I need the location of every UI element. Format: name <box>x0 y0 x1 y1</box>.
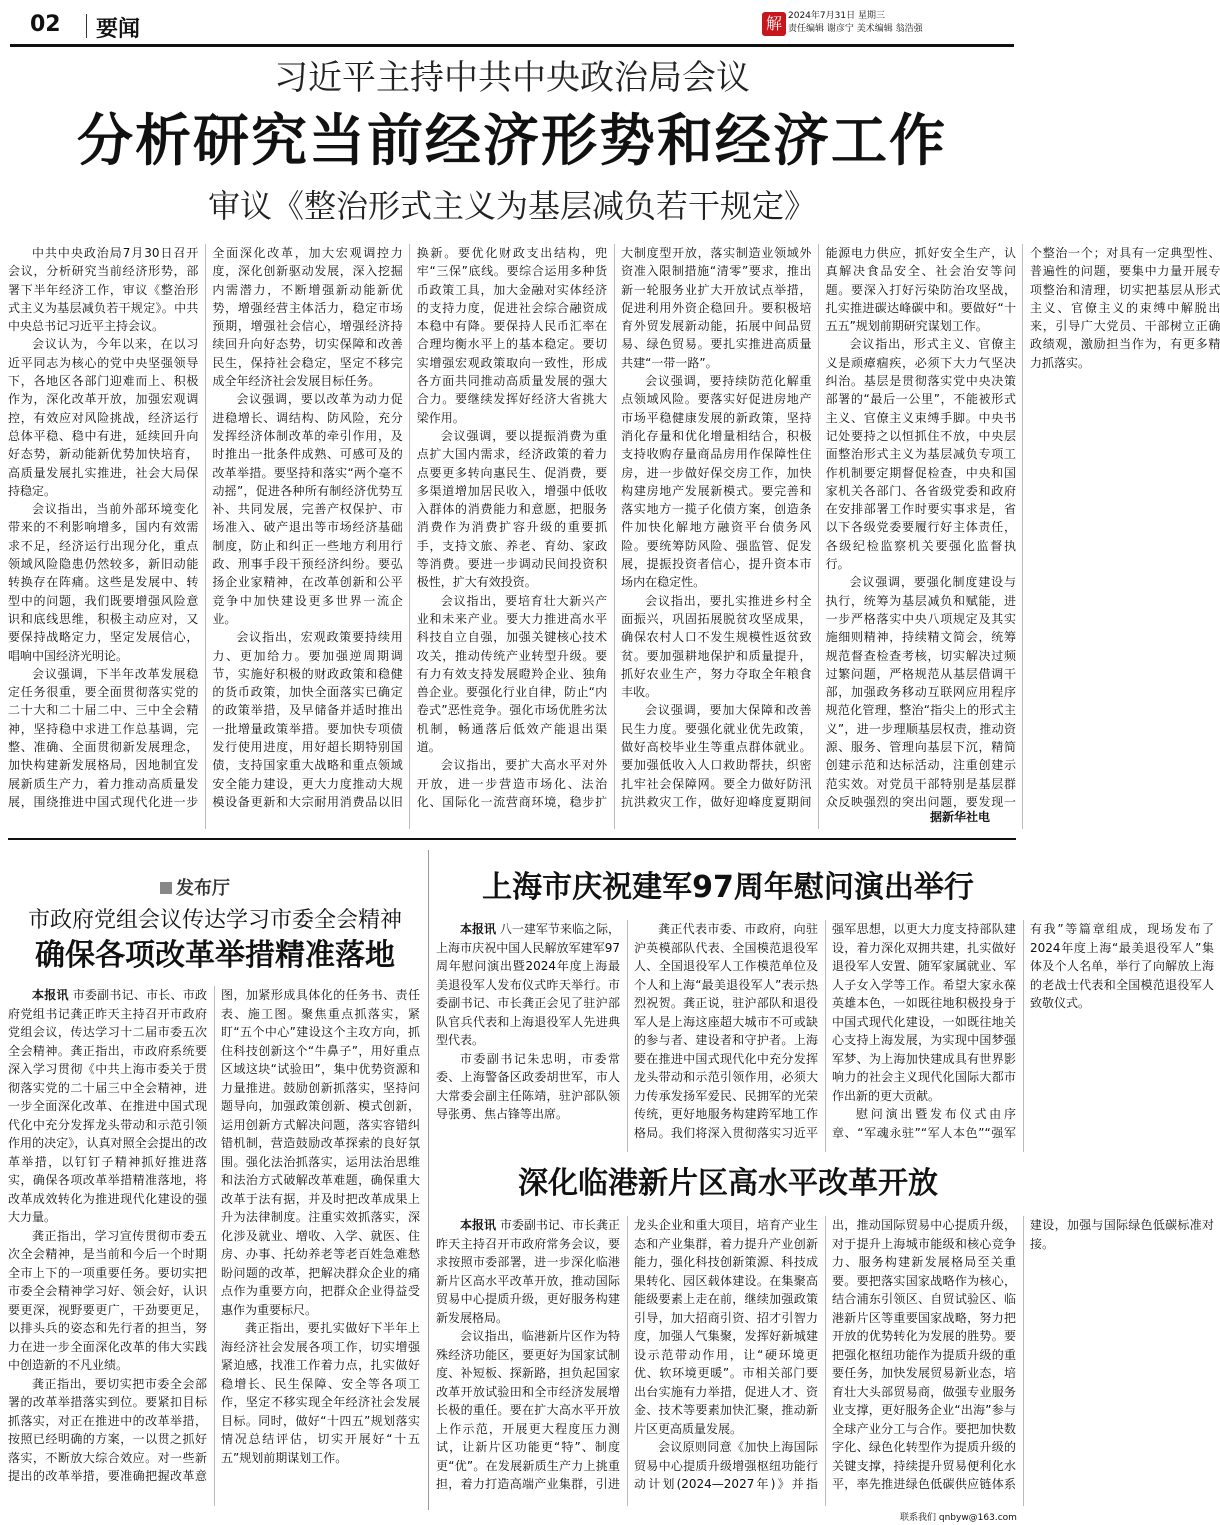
lead-tag: 本报讯 <box>460 1218 497 1232</box>
column-label-text: 发布厅 <box>176 878 230 899</box>
article-paragraph: 龚正指出，要切实把市委全会部署的改革举措落实到位。要紧扣目标抓落实，对正在推进中的改革举措，按照已经明确的方案，一以贯之抓好落实，不断放大综合效应。对一些新提出的改革举措，要准确把握改革意图，加紧形成具体化的任务书、责任表、施工图。聚焦重点抓落实，紧盯“五个中心”建设这个主攻方向，抓住科技创新这个“牛鼻子”，用好重点区域这块“试验田”，集中优势资源和力量推进。鼓励创新抓落实，坚持问题导向，加强政策创新、模式创新，运用创新方式解决问题，落实容错纠错机制，营造鼓励改革探索的良好氛围。强化法治抓落实，运用法治思维和法治方式破解改革难题，确保重大改革于法有据，并及时把改革成果上升为法律制度。注重实效抓落实，深化涉及就业、增收、入学、就医、住房、办事、托幼养老等老百姓急难愁盼问题的改革，把解决群众企业的痛点作为重要方向，把群众企业得益受惠作为重要标尺。 <box>8 988 420 1483</box>
section-name: 要闻 <box>96 17 141 42</box>
article-paragraph: 龚正指出，要扎实做好下半年上海经济社会发展各项工作，切实增强紧迫感，找准工作着力点，扎实做好稳增长、民生保障、安全等各项工作，坚定不移实现全年经济社会发展目标。同时，做好“十四五”规划落实情况总结评估，切实开展好“十五五”规划前期谋划工作。 <box>221 1321 420 1465</box>
page-number: 02 <box>30 12 61 37</box>
footer-contact: 联系我们 qnbyw@163.com <box>900 1513 1017 1523</box>
masthead-divider <box>86 14 87 38</box>
paragraph-text: 市委副书记、市长、市政府党组书记龚正昨天主持召开市政府党组会议，传达学习十二届市委五次全会精神。龚正指出，市政府系统要深入学习贯彻《中共上海市委关于贯彻落实党的二十届三中全会精神，进一步全面深化改革、在推进中国式现代化中充分发挥龙头带动和示范引领作用的决定》，认真对照全会提出的改革举措，以钉钉子精神抓好推进落实，确保各项改革举措精准落地，将改革成效转化为推进现代化建设的强大力量。 <box>8 988 207 1224</box>
paragraph-text: 八一建军节来临之际，上海市庆祝中国人民解放军建军97周年慰问演出暨2024年度上海最美退役军人发布仪式昨天举行。市委副书记、市长龚正会见了驻沪部队官兵代表和上海退役军人先进典型代表。 <box>436 922 620 1047</box>
article-paragraph: 会议强调，要以改革为动力促进稳增长、调结构、防风险，充分发挥经济体制改革的牵引作用，及时推出一批条件成熟、可感可及的改革举措。要坚持和落实“两个毫不动摇”，促进各种所有制经济优势互补、共同发展，完善产权保护、市场准入、破产退出等市场经济基础制度，防止和纠正一些地方利用行政、刑事手段干预经济纠纷。要弘扬企业家精神，在改革创新和公平竞争中加快建设更多世界一流企业。 <box>212 392 403 626</box>
lead-kicker: 习近平主持中共中央政治局会议 <box>274 58 750 98</box>
editor-credit: 责任编辑 谢彦宁 美术编辑 翁浩强 <box>788 24 923 34</box>
lead-tag: 本报讯 <box>460 922 497 936</box>
article-paragraph: 会议强调，要以提振消费为重点扩大国内需求，经济政策的着力点要更多转向惠民生、促消费，要多渠道增加居民收入，增强中低收入群体的消费能力和意愿，把服务消费作为消费扩容升级的重要抓手，支持文旅、养老、育幼、家政等消费。要进一步调动民间投资积极性，扩大有效投资。 <box>416 428 608 590</box>
article-paragraph: 会议指出，形式主义、官僚主义是顽瘴痼疾，必须下大力气坚决纠治。基层是贯彻落实党中央决策部署的“最后一公里”，不能被形式主义、官僚主义束缚手脚。中央书记处要持之以恒抓住不放，中央层面整治形式主义为基层减负专项工作机制要定期督促检查，中央和国家机关各部门、各省级党委和政府在安排部署工作时要实事求是，省以下各级党委要履行好主体责任，各级纪检监察机关要强化监督执行。 <box>825 337 1016 572</box>
article-paragraph: 会议原则同意《加快上海国际贸易中心提质升级增强枢纽功能行动计划(2024—2027年)》并指出，推动国际贸易中心提质升级，对于提升上海城市能级和核心竞争力、服务构建新发展格局至关重要。要把落实国家战略作为核心，结合浦东引领区、自贸试验区、临港新片区等重要国家战略，努力把开放的优势转化为发展的胜势。要把强化枢纽功能作为提质升级的重要任务，加快发展贸易新业态，培育壮大头部贸易商，做强专业服务业支撑，更好服务企业“出海”参与全球产业分工与合作。要把加快数字化、绿色化转型作为提质升级的关键支撑，持续提升贸易便利化水平，率先推进绿色低碳供应链体系建设，加强与国际绿色低碳标准对接。 <box>634 1218 1214 1491</box>
article-paragraph: 会议强调，要加大保障和改善民生力度。要强化就业优先政策，做好高校毕业生等重点群体就业。要加强低收入人口救助帮扶，织密扎牢社会保障网。要全力做好防汛抗洪救灾工作，做好迎峰度夏期间能源电力供应，抓好安全生产，认真解决食品安全、社会治安等问题。要深入打好污染防治攻坚战，扎实推进碳达峰碳中和。要做好“十五五”规划前期研究谋划工作。 <box>621 246 1016 809</box>
masthead <box>10 8 1014 47</box>
article-paragraph: 会议指出，宏观政策要持续用力、更加给力。要加强逆周期调节，实施好积极的财政政策和稳健的货币政策，加快全面落实已确定的政策举措，及早储备并适时推出一批增量政策举措。要加快专项债发行使用进度，用好超长期特别国债，支持国家重大战略和重点领域安全能力建设，更大力度推动大规模设备更新和大宗耐用消费品以旧换新。要优化财政支出结构，兜牢“三保”底线。要综合运用多种货币政策工具，加大金融对实体经济的支持力度，促进社会综合融资成本稳中有降。要保持人民币汇率在合理均衡水平上的基本稳定。要切实增强宏观政策取向一致性，形成各方面共同推动高质量发展的强大合力。要继续发挥好经济大省挑大梁作用。 <box>212 246 608 809</box>
article-paragraph: 会议强调，要持续防范化解重点领域风险。要落实好促进房地产市场平稳健康发展的新政策，坚持消化存量和优化增量相结合，积极支持收购存量商品房用作保障性住房，进一步做好保交房工作，加快构建房地产发展新模式。要完善和落实地方一揽子化债方案，创造条件加快化解地方融资平台债务风险。要统筹防风险、强监管、促发展，提振投资者信心，提升资本市场内在稳定性。 <box>621 374 812 590</box>
lead-tag: 本报讯 <box>32 988 69 1002</box>
article-paragraph: 会议强调，要强化制度建设与执行，统筹为基层减负和赋能，进一步严格落实中央八项规定及其实施细则精神，持续精文简会，统筹规范督查检查考核，切实解决过频过繁问题，严格规范从基层借调干部，加强政务移动互联网应用程序规范化管理，整治“指尖上的形式主义”，进一步理顺基层权责，推动资源、服务、管理向基层下沉，精简创建示范和达标活动，注重创建示范实效。对党员干部特别是基层群众反映强烈的突出问题，要发现一个整治一个；对具有一定典型性、普遍性的问题，要集中力量开展专项整治和清理，切实把基层从形式主义、官僚主义的束缚中解脱出来，引导广大党员、干部树立正确政绩观，激励担当作为，有更多精力抓落实。 <box>825 246 1220 809</box>
left-article-body <box>8 986 420 1506</box>
paragraph-text: 市委副书记、市长龚正昨天主持召开市政府常务会议，要求按照市委部署，进一步深化临港新片区高水平改革开放，推动国际贸易中心提质升级，更好服务构建新发展格局。 <box>436 1218 620 1325</box>
article-paragraph: 会议指出，要扎实推进乡村全面振兴，巩固拓展脱贫攻坚成果，确保农村人口不发生规模性返贫致贫。要加强耕地保护和质量提升，抓好农业生产，努力夺取全年粮食丰收。 <box>621 593 812 700</box>
article-paragraph: 会议指出，当前外部环境变化带来的不利影响增多，国内有效需求不足，经济运行出现分化，重点领域风险隐患仍然较多，新旧动能转换存在阵痛。这些是发展中、转型中的问题，我们既要增强风险意识和底线思维，积极主动应对，又要保持战略定力，坚定发展信心，唱响中国经济光明论。 <box>8 502 199 663</box>
right-headline-1: 上海市庆祝建军97周年慰问演出举行 <box>482 870 974 905</box>
right-article-2-body <box>436 1216 1214 1506</box>
section-divider <box>8 838 1016 840</box>
article-paragraph <box>436 920 620 1050</box>
article-paragraph: 会议认为，今年以来，在以习近平同志为核心的党中央坚强领导下，各地区各部门迎难而上、积极作为，深化改革开放，加强宏观调控，有效应对风险挑战，经济运行总体平稳、稳中有进，延续回升向好态势，新动能新优势加快培育，高质量发展扎实推进，社会大局保持稳定。 <box>8 337 199 498</box>
column-divider <box>428 850 429 1510</box>
lead-article-body <box>8 244 1220 829</box>
lead-byline: 据新华社电 <box>930 810 991 824</box>
article-paragraph <box>8 986 207 1227</box>
lead-subhead: 审议《整治形式主义为基层减负若干规定》 <box>207 187 816 225</box>
article-paragraph: 慰问演出暨发布仪式由序章、“军魂永驻”“军人本色”“强军有我”等篇章组成，现场发布了2024年度上海“最美退役军人”集体及个人名单，举行了向解放上海的老战士代表和全国模范退役军人致敬仪式。 <box>832 922 1214 1140</box>
square-icon <box>160 882 172 894</box>
column-label <box>160 874 230 900</box>
article-paragraph: 会议强调，下半年改革发展稳定任务很重，要全面贯彻落实党的二十大和二十届二中、三中全会精神，坚持稳中求进工作总基调，完整、准确、全面贯彻新发展理念，加快构建新发展格局，因地制宜发展新质生产力，着力推动高质量发展，围绕推进中国式现代化进一步全面深化改革，加大宏观调控力度，深化创新驱动发展，深入挖掘内需潜力，不断增强新动能新优势，增强经营主体活力，稳定市场预期，增强社会信心，增强经济持续回升向好态势，切实保障和改善民生，保持社会稳定，坚定不移完成全年经济社会发展目标任务。 <box>8 246 403 809</box>
article-paragraph: 中共中央政治局7月30日召开会议，分析研究当前经济形势，部署下半年经济工作，审议《整治形式主义为基层减负若干规定》。中共中央总书记习近平主持会议。 <box>8 246 199 334</box>
right-article-1-body <box>436 920 1214 1152</box>
article-paragraph: 会议指出，临港新片区作为特殊经济功能区，要更好为国家试制度、补短板、探新路，担负起国家改革开放试验田和全市经济发展增长极的重任。要在扩大高水平开放上作示范，开展更大程度压力测试，让新片区功能更“特”、制度更“优”。在发展新质生产力上挑重担，着力打造高端产业集群，引进龙头企业和重大项目，培育产业生态和产业集群，着力提升产业创新能力，强化科技创新策源、科技成果转化、园区载体建设。在集聚高能级要素上走在前，继续加强政策引导，加大招商引资、招才引智力度，加强人气集聚，发挥好新城建设示范带动作用，让“硬环境更优、软环境更暖”。市相关部门要出台实施有力举措，促进人才、资金、技术等要素加快汇聚，推动新片区更高质量发展。 <box>436 1218 818 1491</box>
left-kicker: 市政府党组会议传达学习市委全会精神 <box>27 908 402 933</box>
left-headline: 确保各项改革举措精准落地 <box>35 938 395 973</box>
lead-headline: 分析研究当前经济形势和经济工作 <box>77 109 947 174</box>
issue-date: 2024年7月31日 星期三 <box>788 11 885 21</box>
article-paragraph: 市委副书记朱忠明，市委常委、上海警备区政委胡世军，市人大常委会副主任陈靖，驻沪部队领导张勇、焦占锋等出席。 <box>436 1051 620 1121</box>
newspaper-logo: 解 <box>762 12 786 36</box>
right-headline-2: 深化临港新片区高水平改革开放 <box>518 1166 938 1201</box>
article-paragraph: 会议指出，要培育壮大新兴产业和未来产业。要大力推进高水平科技自立自强，加强关键核心技术攻关，推动传统产业转型升级。要有力有效支持发展瞪羚企业、独角兽企业。要强化行业自律，防止“内卷式”恶性竞争。强化市场优胜劣汰机制，畅通落后低效产能退出渠道。 <box>416 593 608 755</box>
article-paragraph: 龚正指出，学习宣传贯彻市委五次全会精神，是当前和今后一个时期全市上下的一项重要任务。要切实把市委全会精神学习好、领会好，认识要更深，视野要更广，干劲要更足，以排头兵的姿态和先行者的担当，努力在进一步全面深化改革的伟大实践中创造新的不凡业绩。 <box>8 1228 207 1372</box>
article-paragraph: 龚正代表市委、市政府，向驻沪英模部队代表、全国模范退役军人、全国退役军人工作模范单位及个人和上海“最美退役军人”表示热烈祝贺。龚正说，驻沪部队和退役军人是上海这座超大城市不可或缺的参与者、建设者和守护者。上海要在推进中国式现代化中充分发挥龙头带动和示范引领作用，必须大力传承发扬军爱民、民拥军的光荣传统，更好地服务构建跨军地工作格局。我们将深入贯彻落实习近平强军思想，以更大力度支持部队建设，着力深化双拥共建，扎实做好退役军人安置、随军家属就业、军人子女入学等工作。希望大家永葆英雄本色，一如既往地积极投身于中国式现代化建设，一如既往地关心支持上海发展，为实现中国梦强军梦、为上海加快建成具有世界影响力的社会主义现代化国际大都市作出新的更大贡献。 <box>634 922 1016 1140</box>
article-paragraph <box>436 1216 620 1327</box>
article-paragraph: 会议指出，要扩大高水平对外开放，进一步营造市场化、法治化、国际化一流营商环境，稳步扩大制度型开放，落实制造业领域外资准入限制措施“清零”要求，推出新一轮服务业扩大开放试点举措，促进利用外资企稳回升。要积极培育外贸发展新动能，拓展中间品贸易、绿色贸易。要扎实推进高质量共建“一带一路”。 <box>416 246 812 809</box>
